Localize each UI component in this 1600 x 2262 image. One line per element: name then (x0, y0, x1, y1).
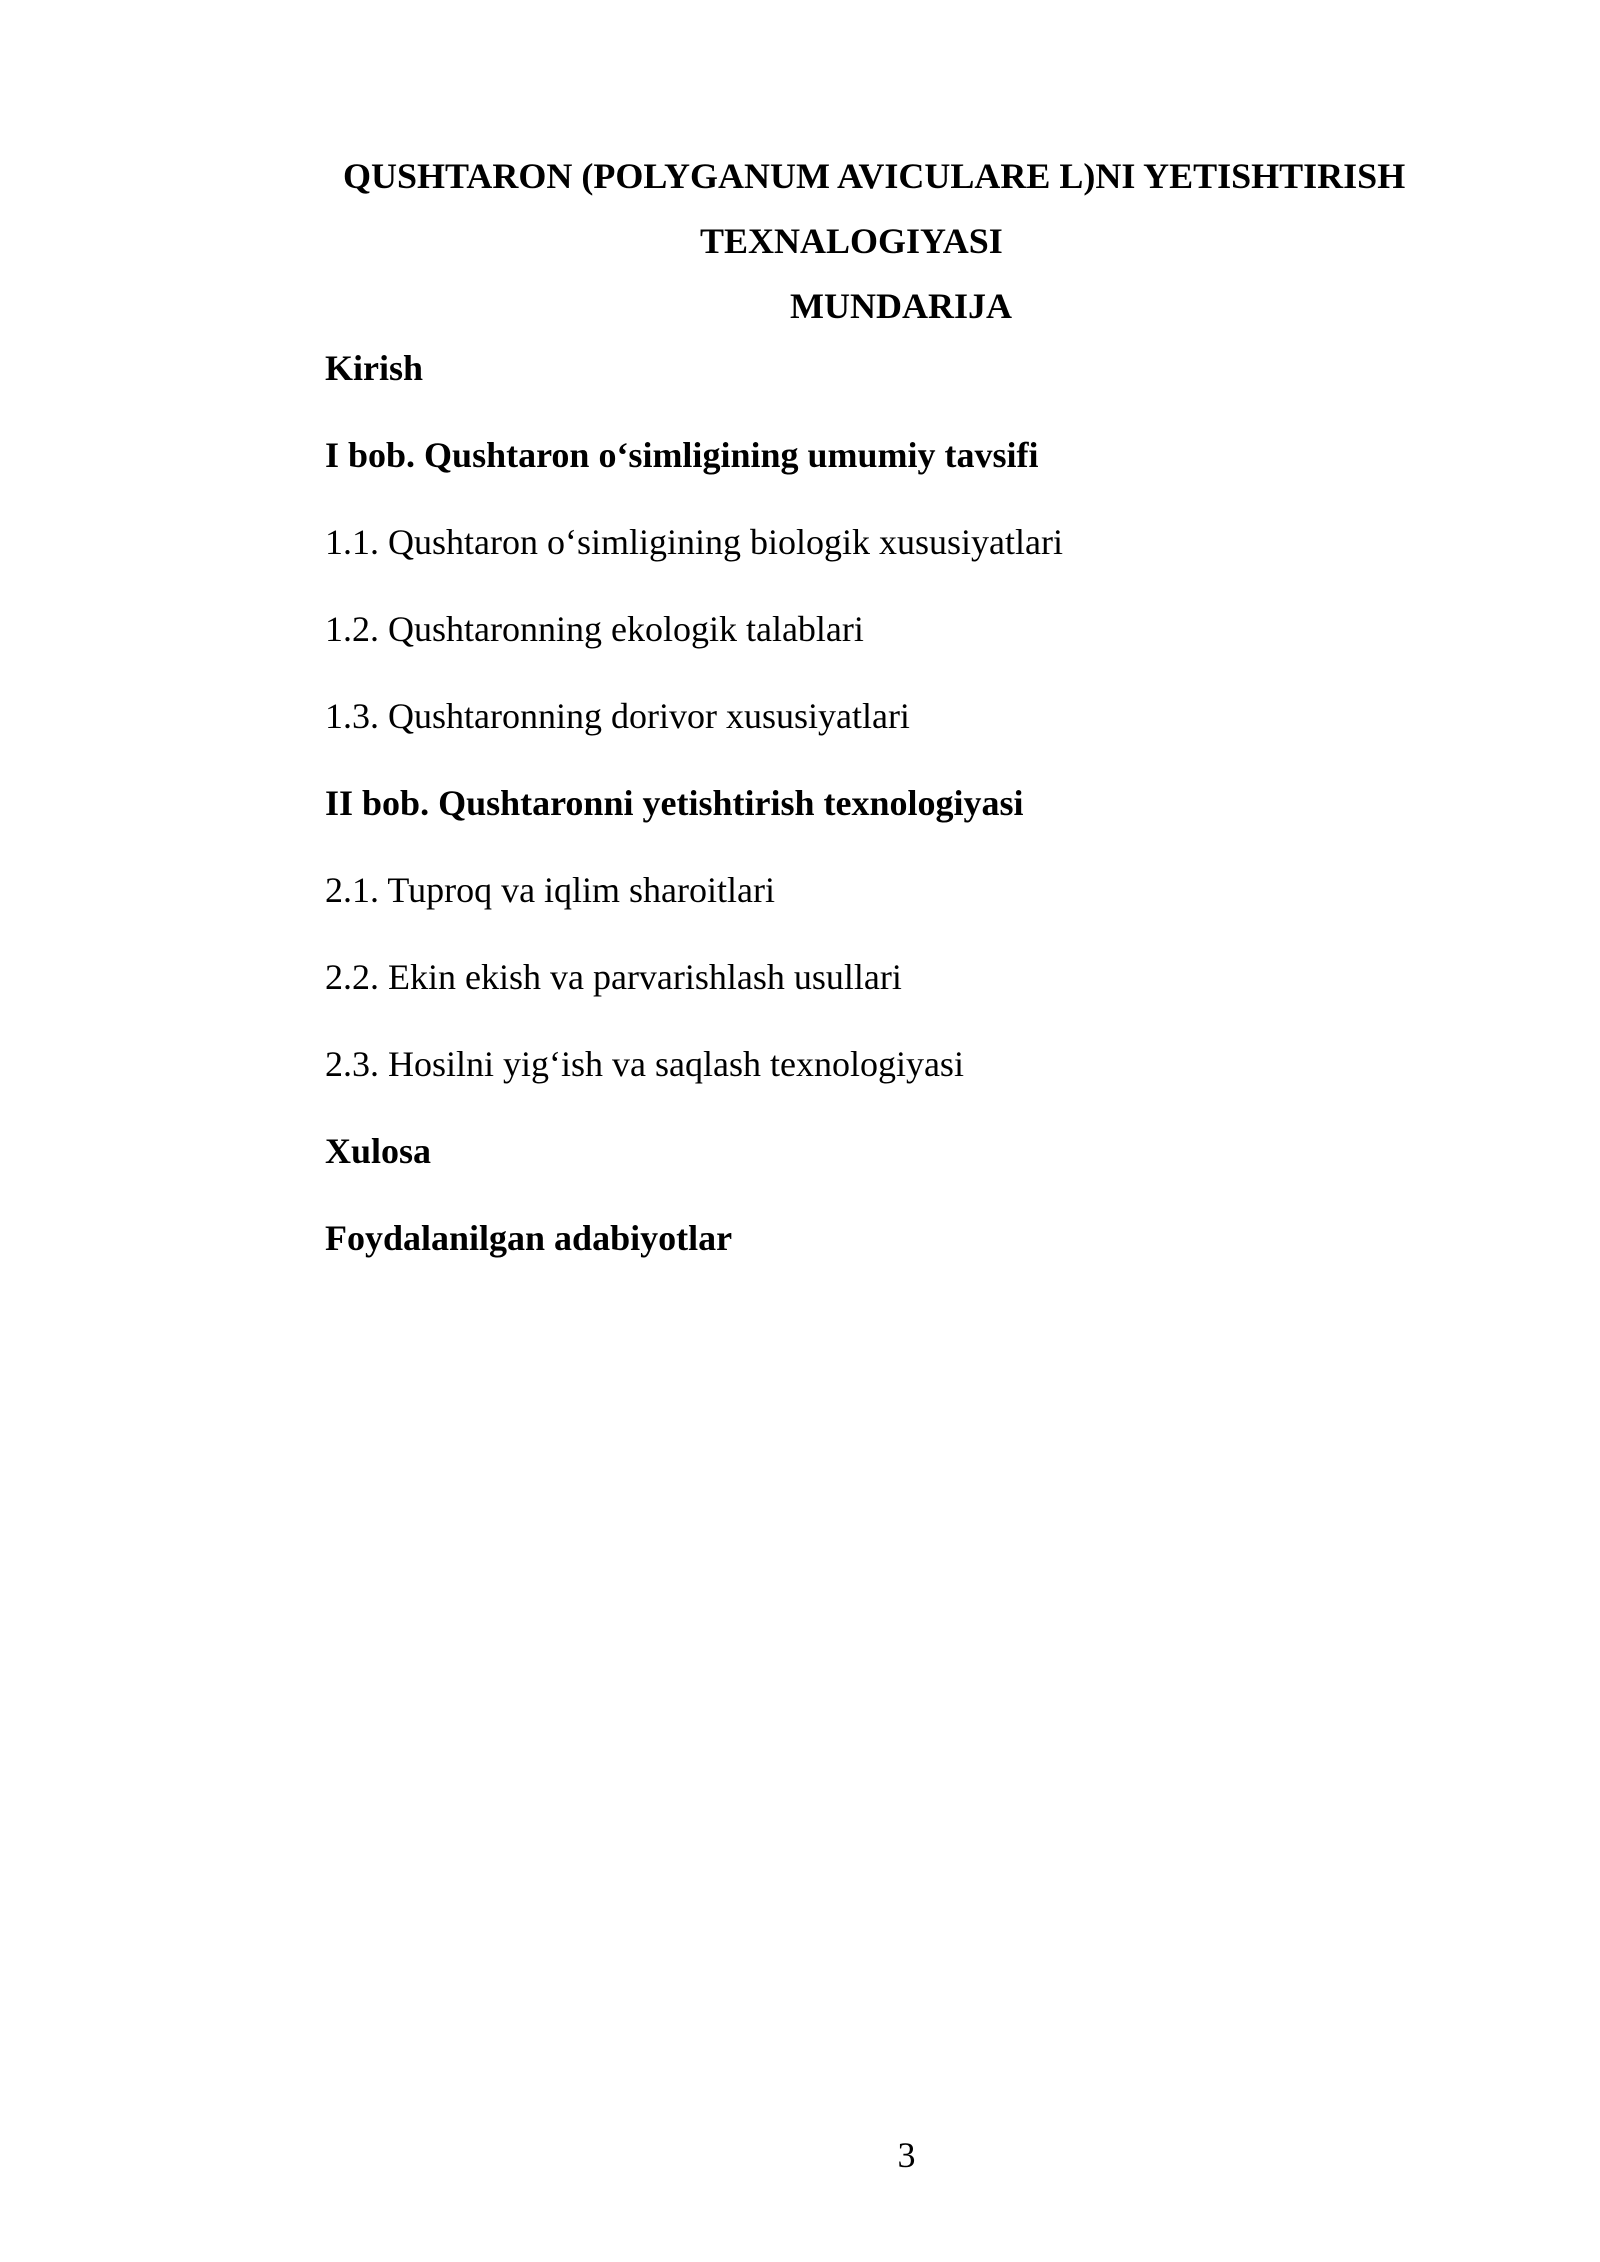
toc-item-section-2-2: 2.2. Ekin ekish va parvarishlash usullari (325, 957, 902, 997)
toc-item-section-1-2: 1.2. Qushtaronning ekologik talablari (325, 609, 864, 649)
document-title-line-2: TEXNALOGIYASI (700, 221, 1003, 261)
toc-item-section-1-3: 1.3. Qushtaronning dorivor xususiyatlari (325, 696, 910, 736)
contents-heading: MUNDARIJA (790, 286, 1012, 326)
toc-item-section-2-3: 2.3. Hosilni yig‘ish va saqlash texnologiyasi (325, 1044, 964, 1084)
toc-item-introduction: Kirish (325, 348, 424, 388)
document-title-line-1: QUSHTARON (POLYGANUM AVICULARE L)NI YETISHTIRISH (343, 156, 1406, 196)
toc-item-chapter-1: I bob. Qushtaron o‘simligining umumiy tavsifi (325, 435, 1039, 475)
toc-item-references: Foydalanilgan adabiyotlar (325, 1218, 733, 1258)
page-number: 3 (897, 2135, 916, 2175)
toc-item-section-2-1: 2.1. Tuproq va iqlim sharoitlari (325, 870, 775, 910)
toc-item-chapter-2: II bob. Qushtaronni yetishtirish texnologiyasi (325, 783, 1024, 823)
table-of-contents (325, 350, 1475, 1307)
toc-item-conclusion: Xulosa (325, 1131, 432, 1171)
toc-item-section-1-1: 1.1. Qushtaron o‘simligining biologik xususiyatlari (325, 522, 1063, 562)
